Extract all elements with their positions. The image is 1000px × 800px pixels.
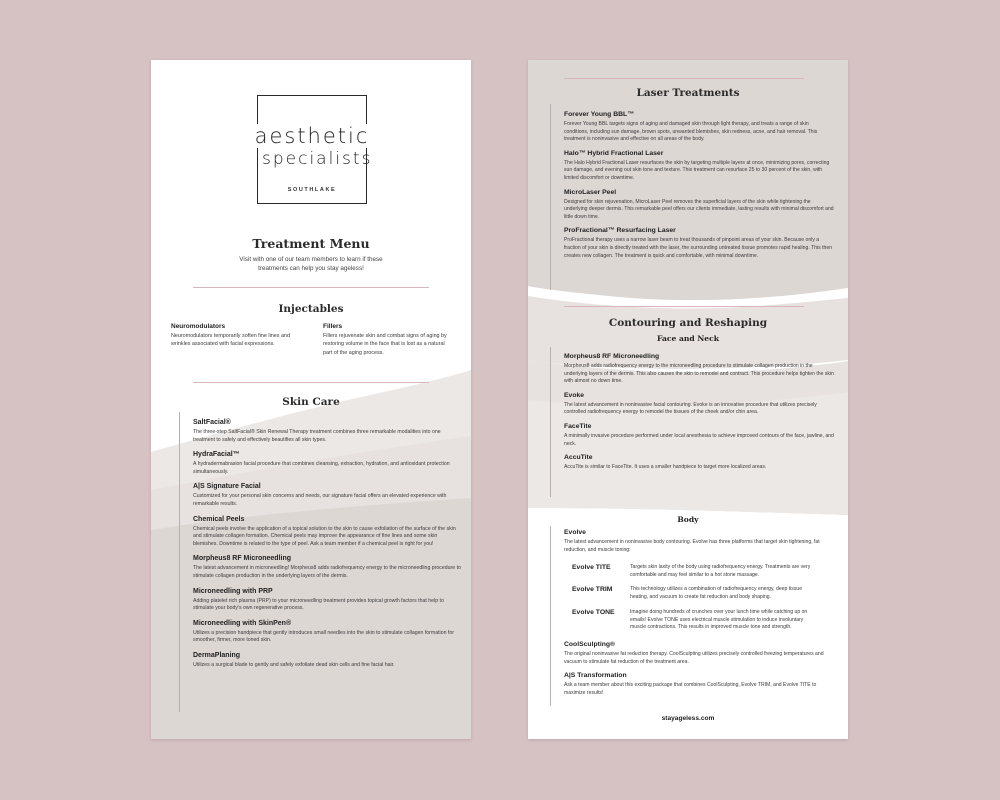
injectable-item [323,323,455,357]
item-desc: The original noninvasive fat reduction therapy. CoolSculpting utilizes precisely controlled freezing temperatures and vacuum to stimulate fat reduction of the treatment area. [564,651,824,665]
skin-care-list [193,418,463,670]
list-item [564,671,834,697]
item-desc: Utilizes a precision handpiece that gently introduces small needles into the skin to stimulate collagen formation for smoother, firmer, more toned skin. [193,629,454,644]
list-item [564,640,834,666]
item-name: CoolSculpting® [564,641,616,648]
item-desc: The Halo Hybrid Fractional Laser resurfaces the skin by targeting multiple layers at once, minimizing pores, correcting sun damage, and evening out skin tone and texture. This treatment can resurface 25 to 30 percent of the skin, with limited discomfort or downtime. [564,159,830,181]
list-item [564,110,834,144]
evolve-label: Evolve TONE [572,609,615,616]
list-item [193,418,463,444]
injectable-item [171,323,303,349]
item-name: Halo™ Hybrid Fractional Laser [564,149,664,157]
brand-logo [254,95,373,204]
skin-care-rule [179,412,180,712]
item-name: FaceTite [564,422,592,430]
item-desc: A hydradermabrasion facial procedure that combines cleansing, extraction, hydration, and antioxidant protection simultaneously. [193,461,450,475]
face-neck-rule [550,347,551,497]
brochure-front [151,60,471,739]
item-name: AccuTite [564,454,593,462]
item-name: Forever Young BBL™ [564,111,634,118]
item-desc: Customized for your personal skin concerns and needs, our signature facial offers an elevated experience with remarkable results. [193,493,447,507]
list-item [564,149,834,183]
evolve-label: Evolve TRIM [572,586,613,593]
item-desc: The latest advancement in noninvasive facial contouring. Evoke is an innovative procedure that utilizes precisely controlled radiofrequency energy to remodel the tissues of the cheek and/or chin area. [564,401,817,416]
section-divider [564,306,804,307]
laser-heading: Laser Treatments [636,87,740,99]
injectable-name: Neuromodulators [171,323,226,330]
list-item [193,619,463,645]
list-item [564,188,834,222]
item-name: Microneedling with PRP [193,587,273,595]
face-neck-list [564,352,834,472]
website-link[interactable]: stayageless.com [661,715,715,722]
section-divider [564,78,804,79]
laser-rule [550,104,551,290]
list-item [193,482,463,508]
skin-care-heading: Skin Care [282,396,340,408]
evolve-desc: Imagine doing hundreds of crunches over your lunch time while catching up on emails! Evolve TONE uses electrical muscle stimulation to induce involuntary muscle contractions. This results in improved muscle tone and strength. [630,609,808,631]
list-item [193,587,463,613]
item-desc: A minimally invasive procedure performed under local anesthesia to achieve improved contours of the face, jawline, and neck. [564,432,834,447]
list-item [193,515,463,549]
item-name: SaltFacial® [193,419,231,426]
item-name: MicroLaser Peel [564,188,617,196]
logo-line-1: aesthetic [246,124,378,148]
item-name: HydraFacial™ [193,451,240,459]
list-item [564,422,834,448]
item-desc: ProFractional therapy uses a narrow laser beam to treat thousands of pinpoint areas of your skin. Because only a fraction of your skin is directly treated with the laser, the surrounding untreated tissue promotes rapid healing. This then creates new collagen. The treatment is quick and comfortable, with minimal downtime. [564,237,833,259]
logo-line-2: specialists [262,149,373,169]
body-rule [550,526,551,706]
page-title: Treatment Menu [252,236,370,251]
evolve-label: Evolve TITE [572,564,611,571]
item-name: A|S Transformation [564,672,627,680]
list-item [564,391,834,417]
item-name: Microneedling with SkinPen® [193,619,292,627]
laser-list [564,110,834,260]
list-item [564,352,834,386]
item-name: Chemical Peels [193,515,245,523]
item-desc: Chemical peels involve the application of a topical solution to the skin to cause exfoliation of the surface of the skin and stimulate collagen formation. Chemical peels may improve the appearance of fine lines and some skin blemishes. Downtime is related to the type of peel. Ask a team member if a chemical peel is right for you! [193,525,456,547]
brochure-back [528,60,848,739]
face-neck-heading: Face and Neck [656,334,720,343]
contouring-heading: Contouring and Reshaping [608,317,768,329]
item-name: ProFractional™ Resurfacing Laser [564,227,676,235]
item-desc: Designed for skin rejuvenation, MicroLaser Peel removes the superficial layers of the skin while tightening the underlying deeper dermis. This remarkable peel offers our clients immediate, lasting results with minimal discomfort and little down time. [564,198,834,220]
item-desc: Morpheus8 adds radiofrequency energy to the microneedling procedure to stimulate collagen production in the underlying layers of the dermis. This also causes the skin to remodel and contract. This procedure helps tighten the skin with almost no down time. [564,363,834,385]
page-subtitle: Visit with one of our team members to learn if these treatments can help you stay ageless! [239,256,383,272]
item-desc: The three-step SaltFacial® Skin Renewal Therapy treatment combines three remarkable modalities into one treatment to safely and effectively beautifies all skin types. [193,429,441,443]
injectable-name: Fillers [323,323,343,330]
list-item [193,554,463,580]
item-name: Evolve [564,529,586,536]
item-desc: Ask a team member about this exciting package that combines CoolSculpting, Evolve TRIM, and Evolve TITE to maximize results! [564,682,817,696]
item-name: Morpheus8 RF Microneedling [193,555,292,563]
item-desc: Forever Young BBL targets signs of aging and damaged skin through light therapy, and treats a range of skin conditions, including sun damage, brown spots, unwanted blemishes, skin redness, acne, and hair removal. This treatment is noninvasive and effective on all areas of the body. [564,121,818,143]
item-desc: Utilizes a surgical blade to gently and safely exfoliate dead skin cells and fine facial hair. [193,661,395,668]
list-item [564,453,834,472]
item-name: A|S Signature Facial [193,483,261,491]
item-desc: The latest advancement in noninvasive body contouring. Evolve has three platforms that target skin tightening, fat reduction, and muscle toning: [564,539,820,553]
injectable-desc: Neuromodulators temporarily soften fine lines and wrinkles associated with facial expressions. [171,333,290,348]
injectables-heading: Injectables [278,303,344,315]
item-name: Morpheus8 RF Microneedling [564,353,660,360]
body-evolve [564,528,834,554]
evolve-desc: Targets skin laxity of the body using radiofrequency energy. Treatments are very comfortable and may feel similar to a hot stone massage. [630,564,811,578]
item-desc: AccuTite is similar to FaceTite. It uses a smaller handpiece to target more localized areas. [564,464,767,471]
evolve-desc: This technology utilizes a combination of radiofrequency energy, deep tissue heating, and vacuum to create fat reduction and body shaping. [630,586,803,600]
item-desc: The latest advancement in microneedling! Morpheus8 adds radiofrequency energy to the microneedling procedure to stimulate collagen production in the underlying layers of the dermis. [193,565,461,579]
body-list [564,640,834,697]
section-divider [193,287,429,288]
list-item [564,226,834,260]
item-name: DermaPlaning [193,651,241,659]
injectable-desc: Fillers rejuvenate skin and combat signs of aging by restoring volume in the face that is lost as a natural part of the aging process. [323,333,447,356]
list-item [193,651,463,670]
item-name: Evoke [564,391,585,399]
item-desc: Adding platelet rich plasma (PRP) to your microneedling treatment provides topical growth factors that help to stimulate your body's own regenerative process. [193,597,444,612]
list-item [193,450,463,476]
logo-location: SOUTHLAKE [287,187,337,193]
body-heading: Body [677,515,699,524]
section-divider [193,382,429,383]
